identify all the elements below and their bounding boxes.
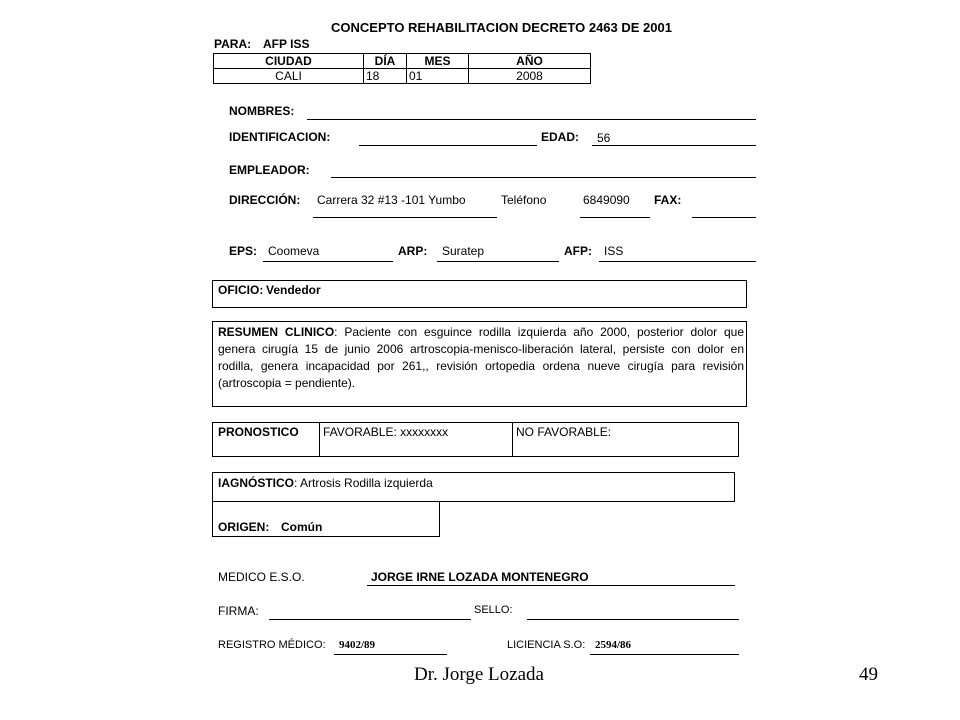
telefono-label: Teléfono (501, 193, 547, 207)
afp-field[interactable] (599, 261, 756, 262)
sello-label: SELLO: (474, 604, 513, 616)
sello-field[interactable] (527, 619, 739, 620)
identificacion-label: IDENTIFICACION: (229, 130, 331, 144)
resumen-clinico-box (212, 321, 747, 407)
licencia-label: LICIENCIA S.O: (507, 639, 586, 651)
document-title: CONCEPTO REHABILITACION DECRETO 2463 DE 2001 (331, 20, 672, 35)
nombres-field[interactable] (307, 119, 756, 120)
medico-value: JORGE IRNE LOZADA MONTENEGRO (371, 570, 589, 584)
edad-value: 56 (597, 131, 611, 145)
eps-field[interactable] (263, 261, 393, 262)
date-value-mes: 01 (407, 69, 469, 84)
eps-label: EPS: (229, 244, 258, 258)
direccion-value: Carrera 32 #13 -101 Yumbo (317, 193, 466, 207)
pronostico-divider-1 (319, 423, 320, 456)
fax-field[interactable] (692, 217, 756, 218)
footer-author: Dr. Jorge Lozada (414, 664, 544, 685)
registro-medico-field[interactable] (334, 654, 447, 655)
identificacion-field[interactable] (359, 145, 537, 146)
para-value: AFP ISS (263, 37, 310, 51)
pronostico-box (212, 422, 739, 457)
date-table-header-row (214, 54, 591, 69)
pronostico-divider-2 (512, 423, 513, 456)
telefono-value: 6849090 (583, 193, 630, 207)
edad-field[interactable] (592, 145, 756, 146)
licencia-field[interactable] (590, 654, 739, 655)
resumen-clinico-label: RESUMEN CLINICO (218, 325, 335, 339)
firma-label: FIRMA: (218, 604, 259, 618)
fax-label: FAX: (654, 193, 682, 207)
diagnostico-box (212, 472, 735, 502)
pronostico-favorable: FAVORABLE: xxxxxxxx (323, 425, 449, 439)
diagnostico-text (218, 476, 433, 490)
afp-value: ISS (604, 244, 624, 258)
arp-field[interactable] (437, 261, 559, 262)
oficio-value: Vendedor (266, 283, 321, 297)
resumen-clinico-paragraph (218, 324, 744, 392)
direccion-field[interactable] (313, 217, 497, 218)
diagnostico-value: : Artrosis Rodilla izquierda (294, 476, 433, 490)
nombres-label: NOMBRES: (229, 104, 295, 118)
date-table (213, 53, 591, 84)
firma-field[interactable] (269, 619, 471, 620)
pronostico-no-favorable: NO FAVORABLE: (516, 425, 612, 439)
date-header-mes: MES (407, 54, 469, 69)
medico-label: MEDICO E.S.O. (218, 570, 305, 584)
origen-box (212, 501, 440, 537)
empleador-field[interactable] (331, 177, 756, 178)
registro-medico-label: REGISTRO MÉDICO: (218, 639, 326, 651)
date-header-dia: DÍA (364, 54, 407, 69)
pronostico-label: PRONOSTICO (218, 425, 299, 439)
resumen-clinico-text: : Paciente con esguince rodilla izquierda año 2000, posterior dolor que genera cirugía 15 de junio 2006 artroscopia-menisco-liberación lateral, persiste con dolor en rodilla, genera incapacidad por 261,, revisión ortopedia ordena nueve cirugía para revisión (artroscopia = pendiente). (218, 325, 744, 390)
date-value-dia: 18 (364, 69, 407, 84)
date-header-ciudad: CIUDAD (214, 54, 364, 69)
page-number: 49 (859, 664, 878, 685)
direccion-label: DIRECCIÓN: (229, 193, 301, 207)
empleador-label: EMPLEADOR: (229, 163, 310, 177)
licencia-value: 2594/86 (595, 639, 632, 651)
date-header-ano: AÑO (469, 54, 591, 69)
diagnostico-label: IAGNÓSTICO (218, 476, 295, 490)
telefono-field[interactable] (580, 217, 650, 218)
registro-medico-value: 9402/89 (339, 639, 376, 651)
medico-field[interactable] (367, 585, 735, 586)
arp-label: ARP: (398, 244, 428, 258)
para-label: PARA: (214, 37, 252, 51)
date-value-ano: 2008 (469, 69, 591, 84)
oficio-label: OFICIO: (218, 283, 264, 297)
edad-label: EDAD: (541, 130, 579, 144)
arp-value: Suratep (442, 244, 485, 258)
afp-label: AFP: (564, 244, 592, 258)
origen-value: Común (281, 520, 323, 534)
oficio-box (212, 280, 747, 308)
date-table-value-row (214, 69, 591, 84)
eps-value: Coomeva (268, 244, 320, 258)
date-value-ciudad: CALI (214, 69, 364, 84)
origen-label: ORIGEN: (218, 520, 270, 534)
